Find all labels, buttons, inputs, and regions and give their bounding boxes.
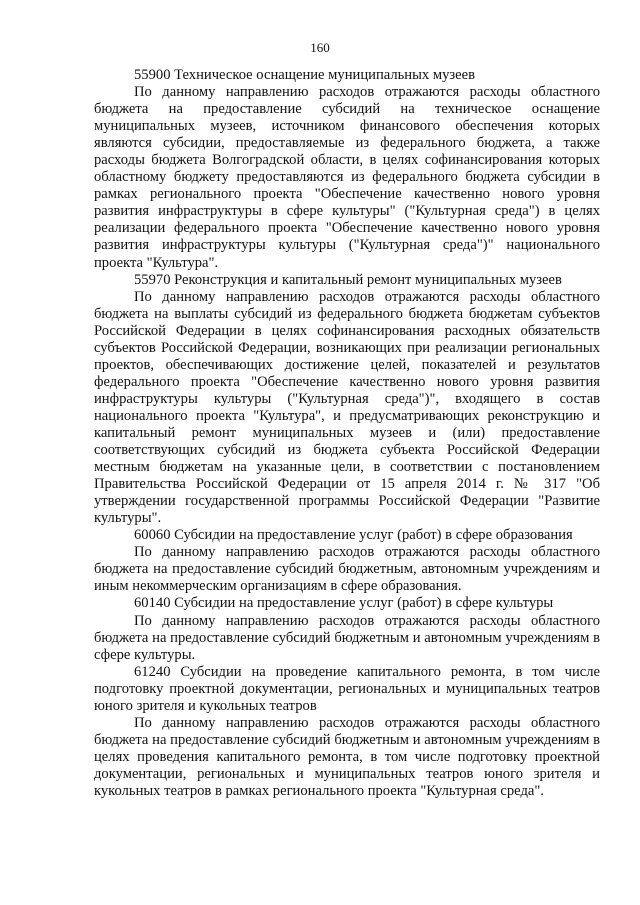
heading-60140: 60140 Субсидии на предоставление услуг (работ) в сфере культуры — [134, 595, 554, 612]
paragraph-60060: По данному направлению расходов отражаются расходы областного бюджета на предоставление субсидий бюджетным, автономным учреждениям и иным некоммерческим организациям в сфере образования. — [94, 544, 600, 595]
paragraph-55970: По данному направлению расходов отражаются расходы областного бюджета на выплаты субсидий из федерального бюджета бюджетам субъектов Российской Федерации в целях софинансирования расходных обязательств субъектов Российской Федерации, возникающих при реализации региональных проектов, обеспечивающих достижение целей, показателей и результатов федерального проекта "Обеспечение качественно нового уровня развития инфраструктуры культуры ("Культурная среда")", входящего в состав национального проекта "Культура", и предусматривающих реконструкцию и капитальный ремонт муниципальных музеев и (или) предоставление соответствующих субсидий из бюджета субъекта Российской Федерации местным бюджетам на указанные цели, в соответствии с постановлением Правительства Российской Федерации от 15 апреля 2014 г. № 317 "Об утверждении государственной программы Российской Федерации "Развитие культуры". — [94, 288, 600, 527]
heading-60060: 60060 Субсидии на предоставление услуг (работ) в сфере образования — [134, 527, 573, 544]
page-number: 160 — [310, 40, 330, 55]
heading-55900: 55900 Техническое оснащение муниципальных музеев — [134, 67, 476, 83]
document-body — [94, 67, 600, 800]
paragraph-60140: По данному направлению расходов отражаются расходы областного бюджета на предоставление субсидий бюджетным и автономным учреждениям в сфере культуры. — [94, 612, 600, 663]
heading-61240: 61240 Субсидии на проведение капитального ремонта, в том числе подготовку проектной документации, региональных и муниципальных театров юного зрителя и кукольных театров — [94, 663, 600, 714]
paragraph-61240: По данному направлению расходов отражаются расходы областного бюджета на предоставление субсидий бюджетным и автономным учреждениям в целях проведения капитального ремонта, в том числе подготовку проектной документации, региональных и муниципальных театров юного зрителя и кукольных театров в рамках регионального проекта "Культурная среда". — [94, 714, 600, 799]
paragraph-55900: По данному направлению расходов отражаются расходы областного бюджета на предоставление субсидий на техническое оснащение муниципальных музеев, источником финансового обеспечения которых являются субсидии, предоставляемые из федерального бюджета, а также расходы бюджета Волгоградской области, в целях софинансирования которых областному бюджету предоставляются из федерального бюджета субсидии в рамках регионального проекта "Обеспечение качественно нового уровня развития инфраструктуры в сфере культуры" ("Культурная среда") в целях реализации федерального проекта "Обеспечение качественно нового уровня развития инфраструктуры культуры ("Культурная среда")" национального проекта "Культура". — [94, 84, 600, 271]
heading-55970: 55970 Реконструкция и капитальный ремонт муниципальных музеев — [134, 271, 562, 288]
